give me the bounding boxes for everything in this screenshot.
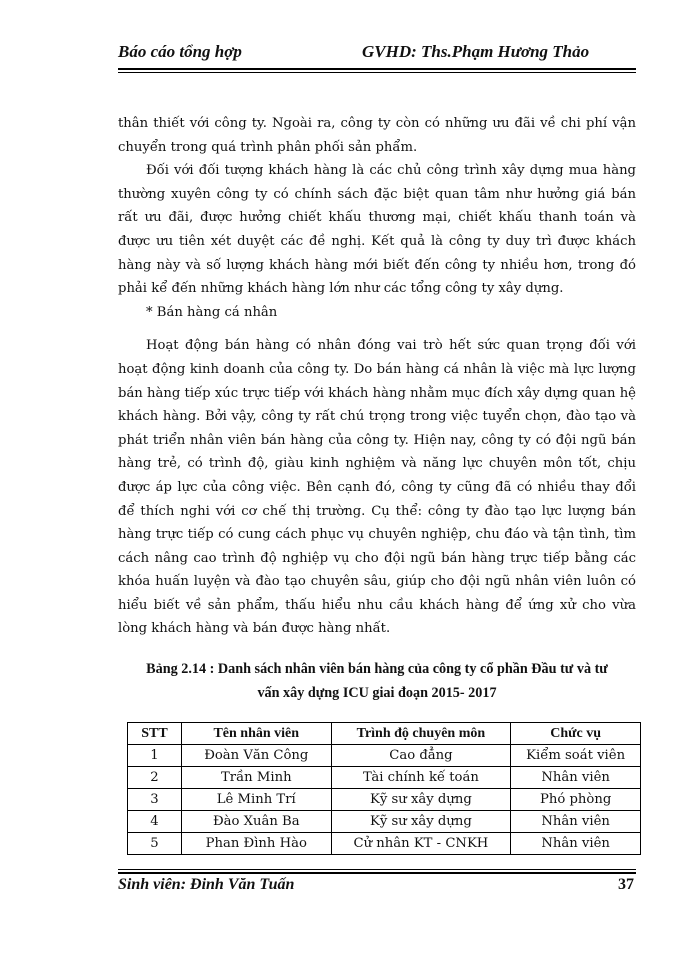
column-header-position: Chức vụ <box>511 723 641 745</box>
table-row <box>128 833 641 855</box>
section-heading: * Bán hàng cá nhân <box>146 304 278 320</box>
page-number: 37 <box>618 876 634 893</box>
header-rule-thick <box>118 68 636 70</box>
cell-position: Kiểm soát viên <box>511 745 641 767</box>
table-row <box>128 789 641 811</box>
cell-name: Đoàn Văn Công <box>181 745 331 767</box>
cell-qualification: Cử nhân KT - CNKH <box>331 833 511 855</box>
page-header <box>118 42 636 66</box>
table-row <box>128 745 641 767</box>
paragraph-1: thân thiết với công ty. Ngoài ra, công ty còn có những ưu đãi về chi phí vận chuyển trong quá trình phân phối sản phẩm. <box>118 116 636 155</box>
footer-rule-thick <box>118 872 636 874</box>
cell-qualification: Kỹ sư xây dựng <box>331 811 511 833</box>
column-header-qualification: Trình độ chuyên môn <box>331 723 511 745</box>
cell-qualification: Kỹ sư xây dựng <box>331 789 511 811</box>
header-supervisor: GVHD: Ths.Phạm Hương Thảo <box>362 42 590 61</box>
cell-position: Phó phòng <box>511 789 641 811</box>
cell-name: Phan Đình Hào <box>181 833 331 855</box>
page-footer <box>118 876 636 898</box>
paragraph-3: Hoạt động bán hàng có nhân đóng vai trò hết sức quan trọng đối với hoạt động kinh doanh của công ty. Do bán hàng cá nhân là việc mà lực lượng bán hàng tiếp xúc trực tiếp với khách hàng nhằm mục đích xây dựng quan hệ khách hàng. Bởi vậy, công ty rất chú trọng trong việc tuyển chọn, đào tạo và phát triển nhân viên bán hàng của công ty. Hiện nay, công ty có đội ngũ bán hàng trẻ, có trình độ, giàu kinh nghiệm và năng lực chuyên môn tốt, chịu được áp lực của công việc. Bên cạnh đó, công ty cũng đã có nhiều thay đổi để thích nghi với cơ chế thị trường. Cụ thể: công ty đào tạo lực lượng bán hàng trực tiếp có cung cách phục vụ chuyên nghiệp, chu đáo và tận tình, tìm cách nâng cao trình độ nghiệp vụ cho đội ngũ bán hàng trực tiếp bằng các khóa huấn luyện và đào tạo chuyên sâu, giúp cho đội ngũ nhân viên luôn có hiểu biết về sản phẩm, thấu hiểu nhu cầu khách hàng để ứng xử cho vừa lòng khách hàng và bán được hàng nhất. <box>118 338 636 637</box>
footer-rule-thin <box>118 869 636 870</box>
header-report-title: Báo cáo tổng hợp <box>118 42 242 61</box>
cell-qualification: Tài chính kế toán <box>331 767 511 789</box>
cell-stt: 5 <box>128 833 182 855</box>
table-caption <box>118 657 636 705</box>
cell-name: Trần Minh <box>181 767 331 789</box>
cell-name: Đào Xuân Ba <box>181 811 331 833</box>
column-header-name: Tên nhân viên <box>181 723 331 745</box>
cell-qualification: Cao đẳng <box>331 745 511 767</box>
table-row <box>128 811 641 833</box>
cell-stt: 3 <box>128 789 182 811</box>
cell-position: Nhân viên <box>511 833 641 855</box>
cell-stt: 2 <box>128 767 182 789</box>
document-body <box>118 112 636 641</box>
paragraph-2: Đối với đối tượng khách hàng là các chủ công trình xây dựng mua hàng thường xuyên công ty có chính sách đặc biệt quan tâm như hưởng giá bán rất ưu đãi, được hưởng chiết khấu thương mại, chiết khấu thanh toán và được ưu tiên xét duyệt các đề nghị. Kết quả là công ty duy trì được khách hàng này và số lượng khách hàng mới biết đến công ty nhiều hơn, trong đó phải kể đến những khách hàng lớn như các tổng công ty xây dựng. <box>118 163 636 297</box>
cell-position: Nhân viên <box>511 811 641 833</box>
table-row <box>128 767 641 789</box>
table-caption-line-1: Bảng 2.14 : Danh sách nhân viên bán hàng của công ty cổ phần Đầu tư và tư <box>146 661 608 677</box>
footer-student-name: Sinh viên: Đinh Văn Tuấn <box>118 876 295 893</box>
header-rule-thin <box>118 72 636 73</box>
column-header-stt: STT <box>128 723 182 745</box>
staff-table <box>127 722 641 855</box>
cell-name: Lê Minh Trí <box>181 789 331 811</box>
table-header-row <box>128 723 641 745</box>
cell-position: Nhân viên <box>511 767 641 789</box>
table-caption-line-2: vấn xây dựng ICU giai đoạn 2015- 2017 <box>257 685 497 701</box>
cell-stt: 4 <box>128 811 182 833</box>
cell-stt: 1 <box>128 745 182 767</box>
